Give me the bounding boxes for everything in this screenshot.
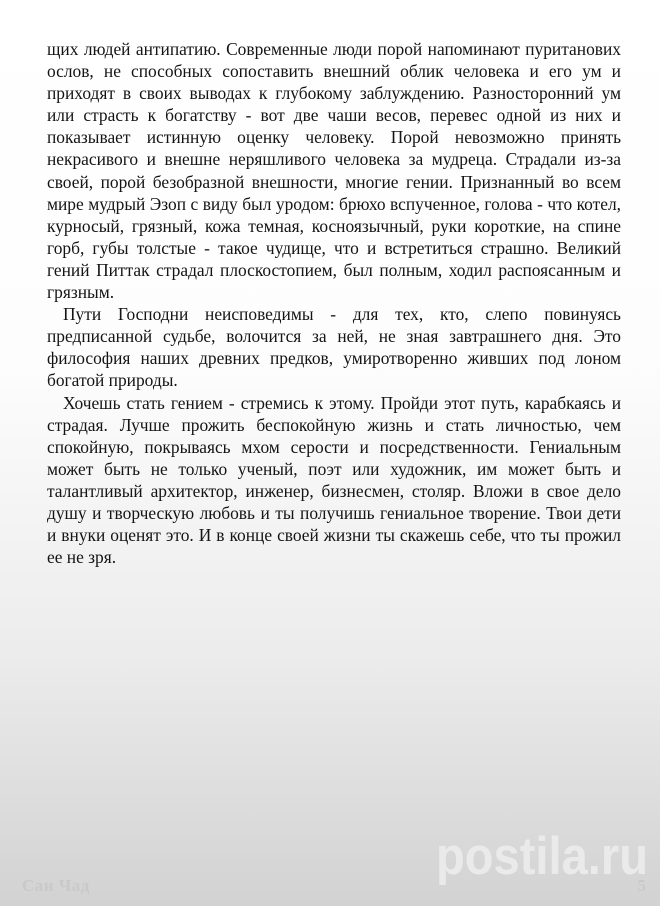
paragraph-genius: Хочешь стать гением - стремись к этому. Пройди этот путь, карабкаясь и страдая. Лучше прожить беспокойную жизнь и стать личностью, чем спокойную, покрываясь мхом серости и посредственности. Гениальным может быть не только ученый, поэт или художник, им может быть и талантливый архитектор, инженер, бизнесмен, столяр. Вложи в свое дело душу и творческую любовь и ты получишь гениальное творение. Твои дети и внуки оценят это. И в конце своей жизни ты скажешь себе, что ты прожил ее не зря. bbox=[47, 392, 621, 568]
paragraph-continuation: щих людей антипатию. Современные люди порой напоминают пуританових ослов, не способных сопоставить внешний облик человека и его ум и приходят в своих выводах к глубокому заблуждению. Разносторонний ум или страсть к богатству - вот две чаши весов, перевес одной из них и показывает истинную оценку человеку. Порой невозможно принять некрасивого и внешне неряшливого человека за мудреца. Страдали из-за своей, порой безобразной внешности, многие гении. Признанный во всем мире мудрый Эзоп с виду был уродом: брюхо вспученное, голова - что котел, курносый, грязный, кожа темная, косноязычный, руки короткие, на спине горб, губы толстые - такое чудище, что и встретиться страшно. Великий гений Питтак страдал плоскостопием, был полным, ходил распоясанным и грязным. bbox=[47, 39, 621, 303]
postila-watermark-logo bbox=[436, 822, 650, 888]
paragraph-fate: Пути Господни неисповедимы - для тех, кто, слепо повинуясь предписанной судьбе, волочится за ней, не зная завтрашнего дня. Это философия наших древних предков, умиротворенно живших под лоном богатой природы. bbox=[47, 304, 621, 391]
page-number: 5 bbox=[637, 876, 646, 895]
document-body bbox=[47, 38, 621, 568]
watermark-text: postila.ru bbox=[436, 827, 648, 886]
footer-author: Сан Чад bbox=[22, 876, 90, 895]
